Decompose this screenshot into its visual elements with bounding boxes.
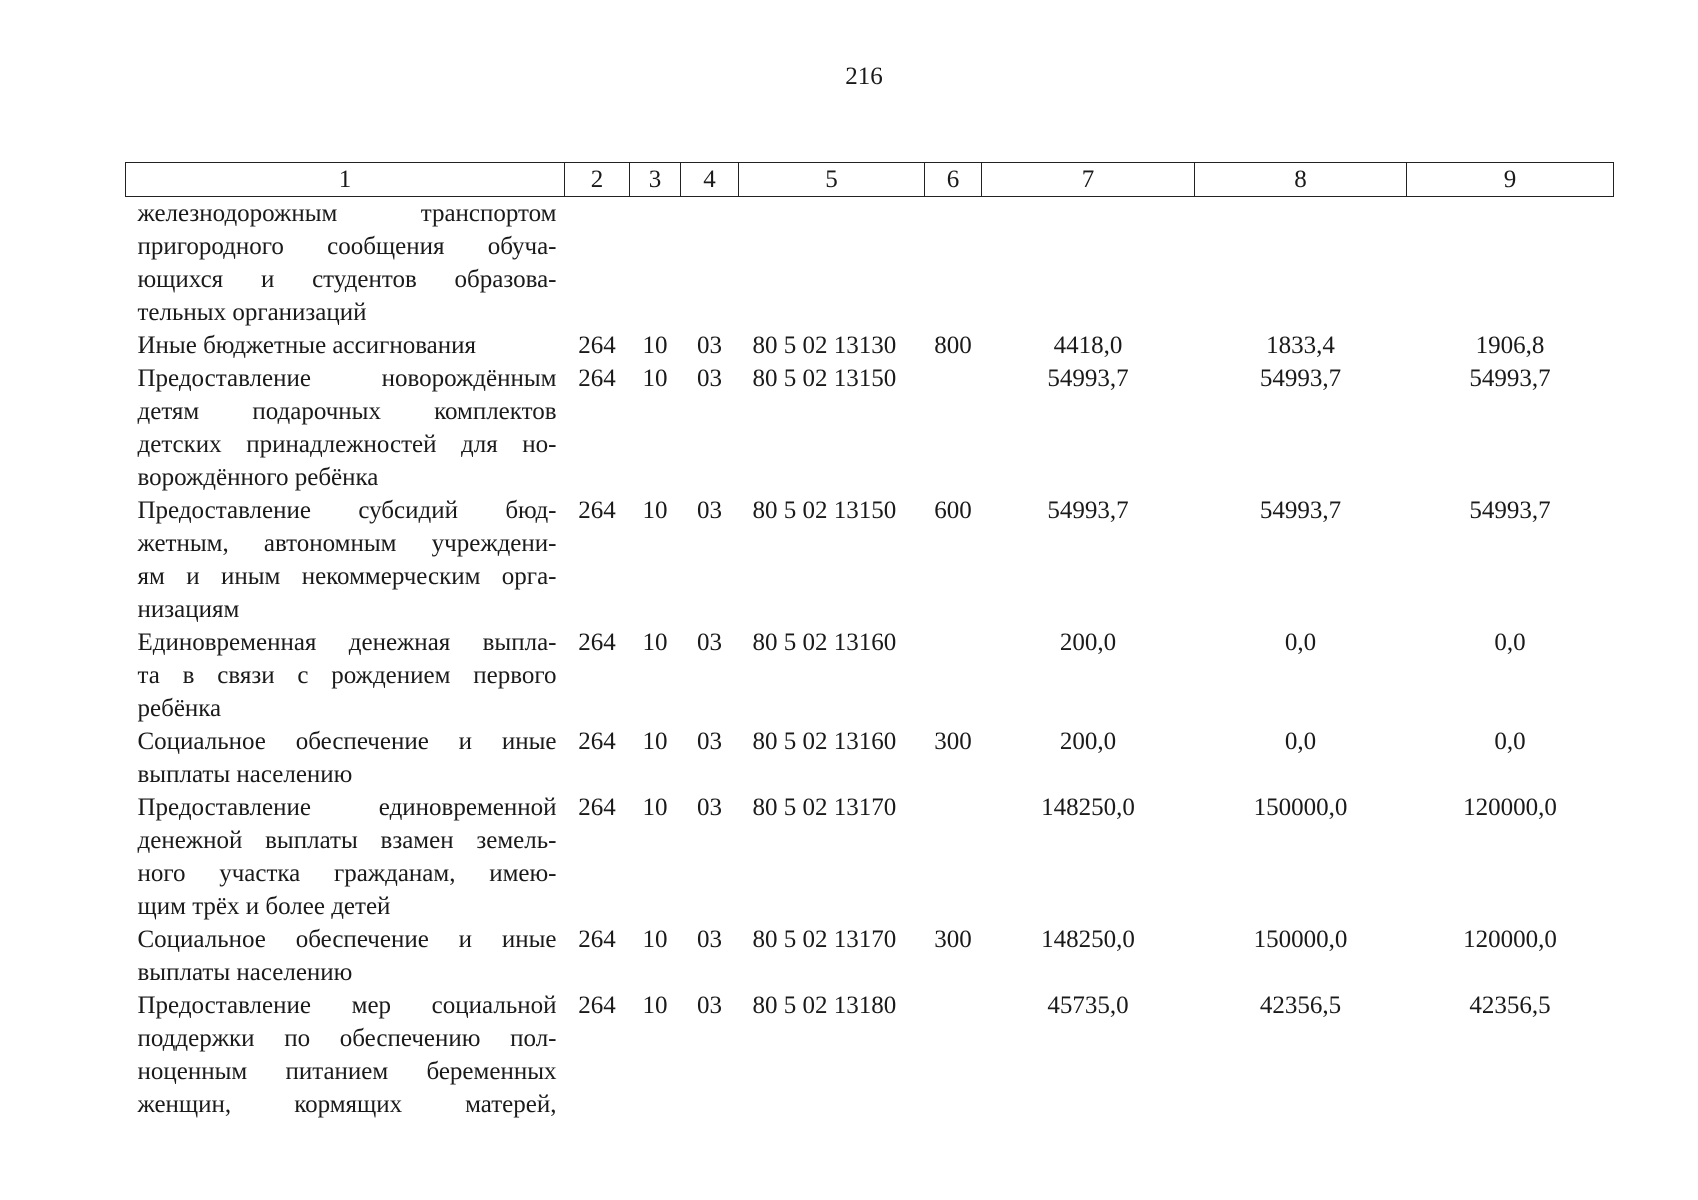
expense-type-code (925, 626, 982, 725)
expense-type-code: 300 (934, 926, 972, 953)
description-line: Единовременная денежная выпла- (137, 629, 557, 656)
admin-code (565, 197, 630, 330)
description-line: Предоставление новорождённым (137, 365, 557, 392)
amount-col-7: 54993,7 (1047, 497, 1129, 524)
table-row (126, 791, 1614, 923)
expense-type-code (925, 362, 982, 494)
row-description (126, 923, 565, 989)
description-line: пригородного сообщения обуча- (137, 233, 557, 260)
expense-type-code: 600 (934, 497, 972, 524)
description-line: Социальное обеспечение и иные (137, 728, 557, 755)
amount-col-9: 120000,0 (1463, 926, 1557, 953)
header-col-3: 3 (630, 163, 681, 197)
target-article-code: 80 5 02 13170 (752, 794, 897, 821)
description-line: женщин, кормящих матерей, (137, 1091, 557, 1118)
amount-col-8: 150000,0 (1253, 794, 1348, 821)
description-line: ребёнка (137, 695, 222, 722)
amount-col-7: 148250,0 (1041, 926, 1135, 953)
description-line: ного участка гражданам, имею- (137, 860, 557, 887)
header-col-6: 6 (925, 163, 982, 197)
section-code (630, 197, 681, 330)
admin-code: 264 (578, 332, 616, 359)
table-row (126, 362, 1614, 494)
subsection-code: 03 (697, 992, 722, 1019)
description-line: та в связи с рождением первого (137, 662, 557, 689)
header-col-2: 2 (565, 163, 630, 197)
description-line: ющихся и студентов образова- (137, 266, 557, 293)
description-line: тельных организаций (137, 299, 367, 326)
target-article-code: 80 5 02 13160 (752, 629, 897, 656)
amount-col-8: 150000,0 (1253, 926, 1348, 953)
amount-col-7: 54993,7 (1047, 365, 1129, 392)
subsection-code: 03 (697, 332, 722, 359)
amount-col-8: 42356,5 (1259, 992, 1342, 1019)
target-article-code: 80 5 02 13180 (752, 992, 897, 1019)
admin-code: 264 (578, 728, 616, 755)
budget-table (125, 162, 1614, 1121)
section-code: 10 (642, 794, 668, 821)
amount-col-7: 200,0 (1059, 728, 1117, 755)
expense-type-code: 300 (934, 728, 972, 755)
row-description (126, 494, 565, 626)
target-article-code: 80 5 02 13170 (752, 926, 897, 953)
description-line: Предоставление единовременной (137, 794, 557, 821)
target-article-code: 80 5 02 13160 (752, 728, 897, 755)
amount-col-7 (982, 197, 1195, 330)
admin-code: 264 (578, 365, 616, 392)
description-line: выплаты населению (137, 959, 353, 986)
admin-code: 264 (578, 794, 616, 821)
target-article-code: 80 5 02 13150 (752, 497, 897, 524)
amount-col-8: 0,0 (1284, 728, 1317, 755)
amount-col-8: 0,0 (1284, 629, 1317, 656)
description-line: детям подарочных комплектов (137, 398, 557, 425)
subsection-code: 03 (697, 794, 722, 821)
section-code: 10 (642, 629, 668, 656)
admin-code: 264 (578, 926, 616, 953)
description-line: щим трёх и более детей (137, 893, 391, 920)
table-row (126, 626, 1614, 725)
description-line: железнодорожным транспортом (137, 200, 557, 227)
description-line: Предоставление мер социальной (137, 992, 557, 1019)
row-description (126, 725, 565, 791)
header-col-8: 8 (1195, 163, 1407, 197)
target-article-code: 80 5 02 13130 (752, 332, 897, 359)
description-line: поддержки по обеспечению пол- (137, 1025, 557, 1052)
description-line: детских принадлежностей для но- (137, 431, 557, 458)
description-line: низациям (137, 596, 240, 623)
admin-code: 264 (578, 992, 616, 1019)
subsection-code: 03 (697, 365, 722, 392)
description-line: ям и иным некоммерческим орга- (137, 563, 557, 590)
budget-table-container (125, 162, 1614, 1121)
subsection-code: 03 (697, 926, 722, 953)
description-line: Социальное обеспечение и иные (137, 926, 557, 953)
amount-col-9: 0,0 (1494, 629, 1526, 656)
target-article-code: 80 5 02 13150 (752, 365, 897, 392)
row-description (126, 791, 565, 923)
section-code: 10 (642, 332, 668, 359)
amount-col-9: 42356,5 (1469, 992, 1551, 1019)
amount-col-9: 54993,7 (1469, 365, 1551, 392)
expense-type-code (925, 791, 982, 923)
table-row (126, 923, 1614, 989)
amount-col-9: 120000,0 (1463, 794, 1557, 821)
admin-code: 264 (578, 629, 616, 656)
subsection-code: 03 (697, 497, 722, 524)
table-row (126, 494, 1614, 626)
expense-type-code: 800 (934, 332, 972, 359)
description-line: денежной выплаты взамен земель- (137, 827, 557, 854)
amount-col-9: 0,0 (1494, 728, 1526, 755)
header-col-1: 1 (126, 163, 565, 197)
section-code: 10 (642, 992, 668, 1019)
header-col-5: 5 (739, 163, 925, 197)
table-row (126, 725, 1614, 791)
amount-col-8 (1195, 197, 1407, 330)
section-code: 10 (642, 728, 668, 755)
target-article-code (739, 197, 925, 330)
header-row (126, 163, 1614, 197)
amount-col-9: 1906,8 (1475, 332, 1545, 359)
header-col-9: 9 (1407, 163, 1614, 197)
row-description (126, 626, 565, 725)
table-body (126, 197, 1614, 1122)
row-description (126, 329, 565, 362)
amount-col-8: 1833,4 (1266, 332, 1335, 359)
subsection-code: 03 (697, 629, 722, 656)
admin-code: 264 (578, 497, 616, 524)
description-line: выплаты населению (137, 761, 353, 788)
amount-col-7: 148250,0 (1041, 794, 1135, 821)
subsection-code: 03 (697, 728, 722, 755)
page-number: 216 (845, 63, 883, 90)
table-row (126, 197, 1614, 330)
expense-type-code (925, 197, 982, 330)
expense-type-code (925, 989, 982, 1121)
header-col-4: 4 (681, 163, 739, 197)
section-code: 10 (642, 926, 668, 953)
amount-col-7: 4418,0 (1053, 332, 1123, 359)
table-row (126, 989, 1614, 1121)
row-description (126, 989, 565, 1121)
section-code: 10 (642, 365, 668, 392)
amount-col-9: 54993,7 (1469, 497, 1551, 524)
description-line: жетным, автономным учреждени- (137, 530, 557, 557)
description-line: ворождённого ребёнка (137, 464, 379, 491)
amount-col-8: 54993,7 (1259, 497, 1342, 524)
description-line: Предоставление субсидий бюд- (137, 497, 557, 524)
table-header (126, 163, 1614, 197)
row-description (126, 197, 565, 330)
amount-col-7: 200,0 (1059, 629, 1117, 656)
header-col-7: 7 (982, 163, 1195, 197)
section-code: 10 (642, 497, 668, 524)
description-line: ноценным питанием беременных (137, 1058, 557, 1085)
subsection-code (681, 197, 739, 330)
amount-col-7: 45735,0 (1047, 992, 1129, 1019)
row-description (126, 362, 565, 494)
amount-col-8: 54993,7 (1259, 365, 1342, 392)
description-line: Иные бюджетные ассигнования (137, 332, 477, 359)
table-row (126, 329, 1614, 362)
amount-col-9 (1407, 197, 1614, 330)
